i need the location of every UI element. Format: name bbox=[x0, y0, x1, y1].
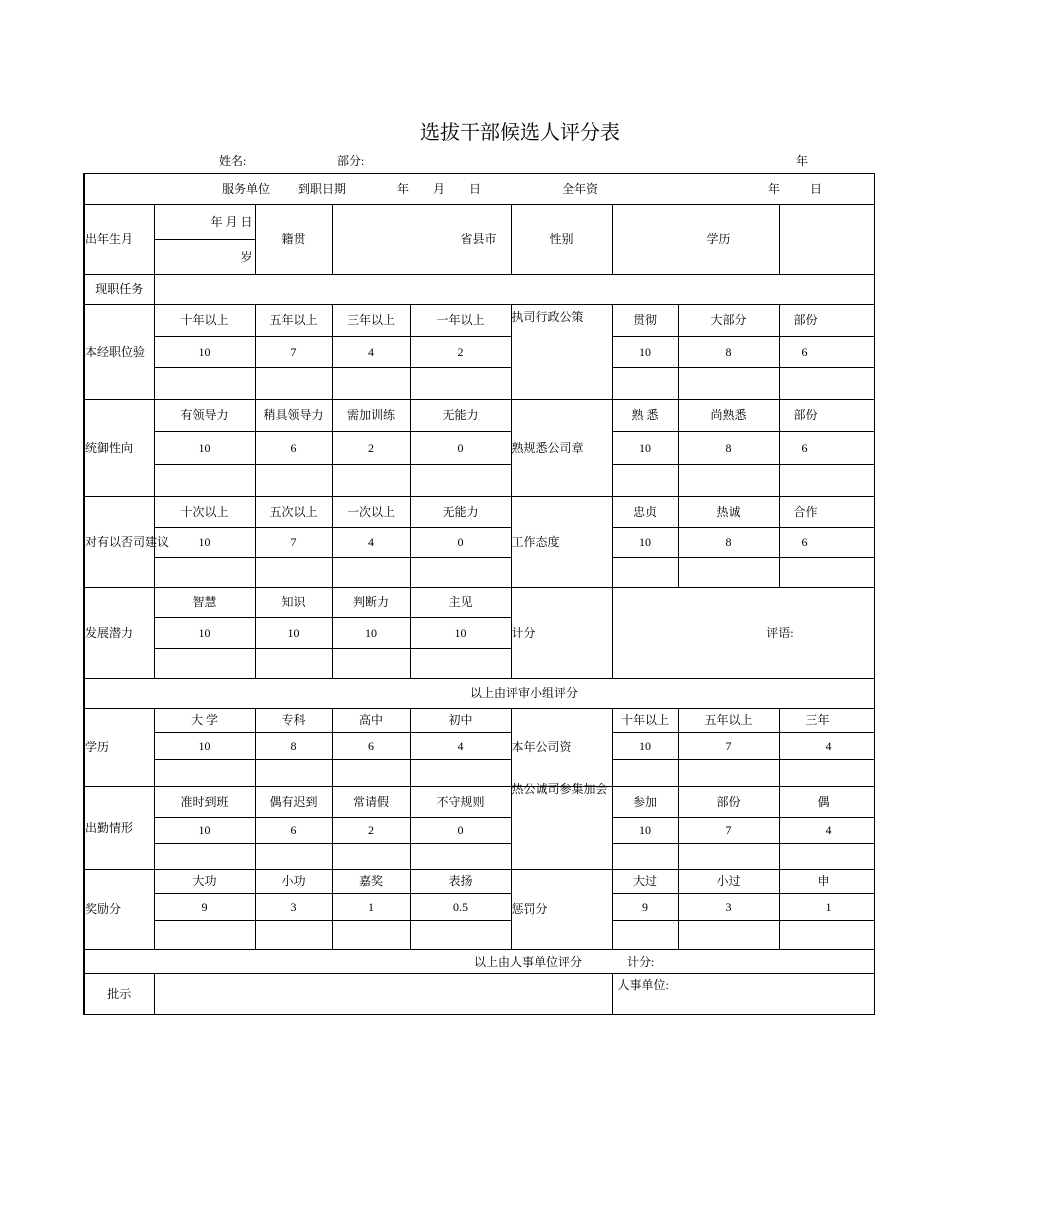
criteria-head: 有领导力 bbox=[154, 400, 255, 432]
score-input[interactable] bbox=[332, 368, 410, 400]
current-post-label: 现职任务 bbox=[84, 275, 154, 305]
criteria-head: 准时到班 bbox=[154, 787, 255, 818]
criteria-head: 大过 bbox=[612, 870, 678, 894]
join-year: 年 bbox=[397, 182, 410, 196]
criteria-score: 2 bbox=[332, 818, 410, 844]
criteria-score: 4 bbox=[332, 528, 410, 558]
hr-unit-label: 人事单位: bbox=[612, 974, 874, 1015]
criteria-score: 4 bbox=[779, 733, 874, 760]
criteria-head: 熟 悉 bbox=[612, 400, 678, 432]
hr-note: 以上由人事单位评分 bbox=[474, 955, 583, 969]
criteria-score: 3 bbox=[678, 894, 779, 921]
suggestion-label: 对有以否司建议 bbox=[84, 497, 154, 588]
criteria-score: 10 bbox=[154, 618, 255, 649]
criteria-head: 无能力 bbox=[410, 497, 511, 528]
criteria-score: 8 bbox=[678, 337, 779, 368]
criteria-score: 10 bbox=[255, 618, 332, 649]
score-input[interactable] bbox=[410, 760, 511, 787]
criteria-head: 一次以上 bbox=[332, 497, 410, 528]
criteria-score: 10 bbox=[154, 528, 255, 558]
score-input[interactable] bbox=[332, 760, 410, 787]
score-input[interactable] bbox=[255, 368, 332, 400]
criteria-score: 6 bbox=[332, 733, 410, 760]
service-row bbox=[84, 174, 874, 205]
criteria-score: 1 bbox=[779, 894, 874, 921]
criteria-head: 大功 bbox=[154, 870, 255, 894]
score-input[interactable] bbox=[612, 844, 678, 870]
criteria-head: 热诚 bbox=[678, 497, 779, 528]
score-input[interactable] bbox=[678, 844, 779, 870]
meeting-label: 热公诚司参集加会 bbox=[511, 787, 612, 870]
score-input[interactable] bbox=[678, 368, 779, 400]
criteria-score: 10 bbox=[612, 733, 678, 760]
criteria-score: 10 bbox=[154, 337, 255, 368]
score-input[interactable] bbox=[779, 921, 874, 950]
current-post-value[interactable] bbox=[154, 275, 874, 305]
comment-label: 评语: bbox=[612, 588, 874, 679]
criteria-head: 部份 bbox=[678, 787, 779, 818]
tenure-label: 本年公司资 bbox=[511, 709, 612, 787]
attendance-label: 出勤情形 bbox=[84, 787, 154, 870]
score-input[interactable] bbox=[332, 465, 410, 497]
criteria-head: 尚熟悉 bbox=[678, 400, 779, 432]
criteria-score: 10 bbox=[332, 618, 410, 649]
hr-score-label: 计分: bbox=[627, 955, 655, 969]
criteria-score: 0 bbox=[410, 528, 511, 558]
criteria-score: 7 bbox=[678, 818, 779, 844]
score-input[interactable] bbox=[154, 368, 255, 400]
criteria-head: 表扬 bbox=[410, 870, 511, 894]
criteria-head: 参加 bbox=[612, 787, 678, 818]
score-input[interactable] bbox=[410, 558, 511, 588]
seniority-year: 年 bbox=[768, 182, 781, 196]
native-label: 籍贯 bbox=[255, 205, 332, 275]
score-input[interactable] bbox=[779, 760, 874, 787]
criteria-score: 6 bbox=[255, 432, 332, 465]
criteria-head: 申 bbox=[779, 870, 874, 894]
criteria-head: 十年以上 bbox=[154, 305, 255, 337]
criteria-head: 大 学 bbox=[154, 709, 255, 733]
score-input[interactable] bbox=[255, 649, 332, 679]
criteria-score: 3 bbox=[255, 894, 332, 921]
criteria-score: 10 bbox=[612, 528, 678, 558]
score-input[interactable] bbox=[154, 649, 255, 679]
score-label: 计分 bbox=[511, 588, 612, 679]
approve-label: 批示 bbox=[84, 974, 154, 1015]
seniority-day: 日 bbox=[810, 182, 823, 196]
service-unit-label: 服务单位 bbox=[222, 182, 271, 196]
join-date-label: 到职日期 bbox=[298, 182, 347, 196]
criteria-score: 9 bbox=[612, 894, 678, 921]
criteria-head: 初中 bbox=[410, 709, 511, 733]
policy-label: 执司行政公策 bbox=[511, 305, 612, 400]
criteria-score: 10 bbox=[410, 618, 511, 649]
score-input[interactable] bbox=[779, 465, 874, 497]
criteria-score: 2 bbox=[410, 337, 511, 368]
education-label: 学历 bbox=[612, 205, 779, 275]
criteria-head: 知识 bbox=[255, 588, 332, 618]
experience-label: 本经职位验 bbox=[84, 305, 154, 400]
score-input[interactable] bbox=[255, 760, 332, 787]
birth-label: 出年生月 bbox=[84, 205, 154, 275]
criteria-head: 十年以上 bbox=[612, 709, 678, 733]
criteria-score: 0 bbox=[410, 432, 511, 465]
criteria-score: 10 bbox=[154, 432, 255, 465]
group-note: 以上由评审小组评分 bbox=[84, 679, 874, 709]
education-value[interactable] bbox=[779, 205, 874, 275]
criteria-score: 4 bbox=[332, 337, 410, 368]
criteria-head: 十次以上 bbox=[154, 497, 255, 528]
criteria-head: 偶有迟到 bbox=[255, 787, 332, 818]
score-input[interactable] bbox=[779, 368, 874, 400]
criteria-head: 智慧 bbox=[154, 588, 255, 618]
score-input[interactable] bbox=[678, 558, 779, 588]
score-input[interactable] bbox=[255, 921, 332, 950]
criteria-score: 8 bbox=[678, 432, 779, 465]
score-input[interactable] bbox=[410, 844, 511, 870]
score-input[interactable] bbox=[332, 649, 410, 679]
criteria-head: 合作 bbox=[779, 497, 874, 528]
criteria-score: 4 bbox=[410, 733, 511, 760]
score-input[interactable] bbox=[612, 760, 678, 787]
criteria-score: 0.5 bbox=[410, 894, 511, 921]
criteria-score: 10 bbox=[612, 432, 678, 465]
criteria-score: 10 bbox=[154, 818, 255, 844]
score-input[interactable] bbox=[255, 465, 332, 497]
leadership-label: 统御性向 bbox=[84, 400, 154, 497]
criteria-score: 6 bbox=[779, 432, 874, 465]
score-input[interactable] bbox=[154, 465, 255, 497]
criteria-head: 主见 bbox=[410, 588, 511, 618]
age-label: 岁 bbox=[154, 240, 255, 275]
rules-label: 熟规悉公司章 bbox=[511, 400, 612, 497]
score-input[interactable] bbox=[612, 558, 678, 588]
criteria-head: 三年 bbox=[779, 709, 874, 733]
criteria-head: 嘉奖 bbox=[332, 870, 410, 894]
criteria-head: 五次以上 bbox=[255, 497, 332, 528]
score-input[interactable] bbox=[779, 558, 874, 588]
score-input[interactable] bbox=[678, 921, 779, 950]
criteria-head: 三年以上 bbox=[332, 305, 410, 337]
criteria-head: 部份 bbox=[779, 305, 874, 337]
score-input[interactable] bbox=[410, 921, 511, 950]
criteria-score: 7 bbox=[255, 528, 332, 558]
criteria-head: 五年以上 bbox=[678, 709, 779, 733]
name-label: 姓名: bbox=[219, 154, 247, 168]
criteria-head: 专科 bbox=[255, 709, 332, 733]
criteria-head: 高中 bbox=[332, 709, 410, 733]
score-input[interactable] bbox=[612, 465, 678, 497]
hr-note-row bbox=[84, 950, 874, 974]
criteria-head: 一年以上 bbox=[410, 305, 511, 337]
criteria-score: 1 bbox=[332, 894, 410, 921]
score-input[interactable] bbox=[332, 844, 410, 870]
criteria-head: 小功 bbox=[255, 870, 332, 894]
criteria-score: 10 bbox=[154, 733, 255, 760]
criteria-head: 需加训练 bbox=[332, 400, 410, 432]
criteria-head: 大部分 bbox=[678, 305, 779, 337]
approve-input[interactable] bbox=[154, 974, 612, 1015]
dept-label: 部分: bbox=[337, 154, 365, 168]
criteria-head: 小过 bbox=[678, 870, 779, 894]
score-input[interactable] bbox=[332, 921, 410, 950]
year-label: 年 bbox=[796, 154, 809, 168]
criteria-head: 部份 bbox=[779, 400, 874, 432]
criteria-score: 8 bbox=[678, 528, 779, 558]
criteria-head: 五年以上 bbox=[255, 305, 332, 337]
criteria-score: 7 bbox=[255, 337, 332, 368]
criteria-head: 忠贞 bbox=[612, 497, 678, 528]
score-input[interactable] bbox=[154, 921, 255, 950]
criteria-score: 0 bbox=[410, 818, 511, 844]
birth-date: 年 月 日 bbox=[154, 205, 255, 240]
score-input[interactable] bbox=[255, 844, 332, 870]
score-input[interactable] bbox=[410, 649, 511, 679]
score-table bbox=[83, 173, 875, 1015]
attitude-label: 工作态度 bbox=[511, 497, 612, 588]
criteria-head: 稍具领导力 bbox=[255, 400, 332, 432]
score-input[interactable] bbox=[612, 368, 678, 400]
criteria-score: 6 bbox=[255, 818, 332, 844]
criteria-score: 10 bbox=[612, 818, 678, 844]
province-label: 省县市 bbox=[332, 205, 511, 275]
score-input[interactable] bbox=[779, 844, 874, 870]
criteria-head: 不守规则 bbox=[410, 787, 511, 818]
criteria-score: 7 bbox=[678, 733, 779, 760]
criteria-score: 9 bbox=[154, 894, 255, 921]
criteria-score: 10 bbox=[612, 337, 678, 368]
potential-label: 发展潜力 bbox=[84, 588, 154, 679]
page-title: 选拔干部候选人评分表 bbox=[420, 120, 620, 144]
criteria-head: 贯彻 bbox=[612, 305, 678, 337]
reward-label: 奖励分 bbox=[84, 870, 154, 950]
criteria-score: 2 bbox=[332, 432, 410, 465]
score-input[interactable] bbox=[678, 760, 779, 787]
score-input[interactable] bbox=[154, 844, 255, 870]
score-input[interactable] bbox=[154, 760, 255, 787]
score-input[interactable] bbox=[154, 558, 255, 588]
criteria-score: 6 bbox=[779, 528, 874, 558]
criteria-head: 无能力 bbox=[410, 400, 511, 432]
seniority-label: 全年资 bbox=[562, 182, 599, 196]
score-input[interactable] bbox=[410, 368, 511, 400]
criteria-head: 偶 bbox=[779, 787, 874, 818]
score-input[interactable] bbox=[332, 558, 410, 588]
penalty-label: 惩罚分 bbox=[511, 870, 612, 950]
criteria-head: 判断力 bbox=[332, 588, 410, 618]
criteria-head: 常请假 bbox=[332, 787, 410, 818]
score-input[interactable] bbox=[255, 558, 332, 588]
score-input[interactable] bbox=[410, 465, 511, 497]
join-month: 月 bbox=[433, 182, 446, 196]
criteria-score: 8 bbox=[255, 733, 332, 760]
score-sheet bbox=[83, 173, 832, 1016]
score-input[interactable] bbox=[612, 921, 678, 950]
criteria-score: 4 bbox=[779, 818, 874, 844]
education-score-label: 学历 bbox=[84, 709, 154, 787]
join-day: 日 bbox=[469, 182, 482, 196]
score-input[interactable] bbox=[678, 465, 779, 497]
criteria-score: 6 bbox=[779, 337, 874, 368]
gender-label: 性别 bbox=[511, 205, 612, 275]
